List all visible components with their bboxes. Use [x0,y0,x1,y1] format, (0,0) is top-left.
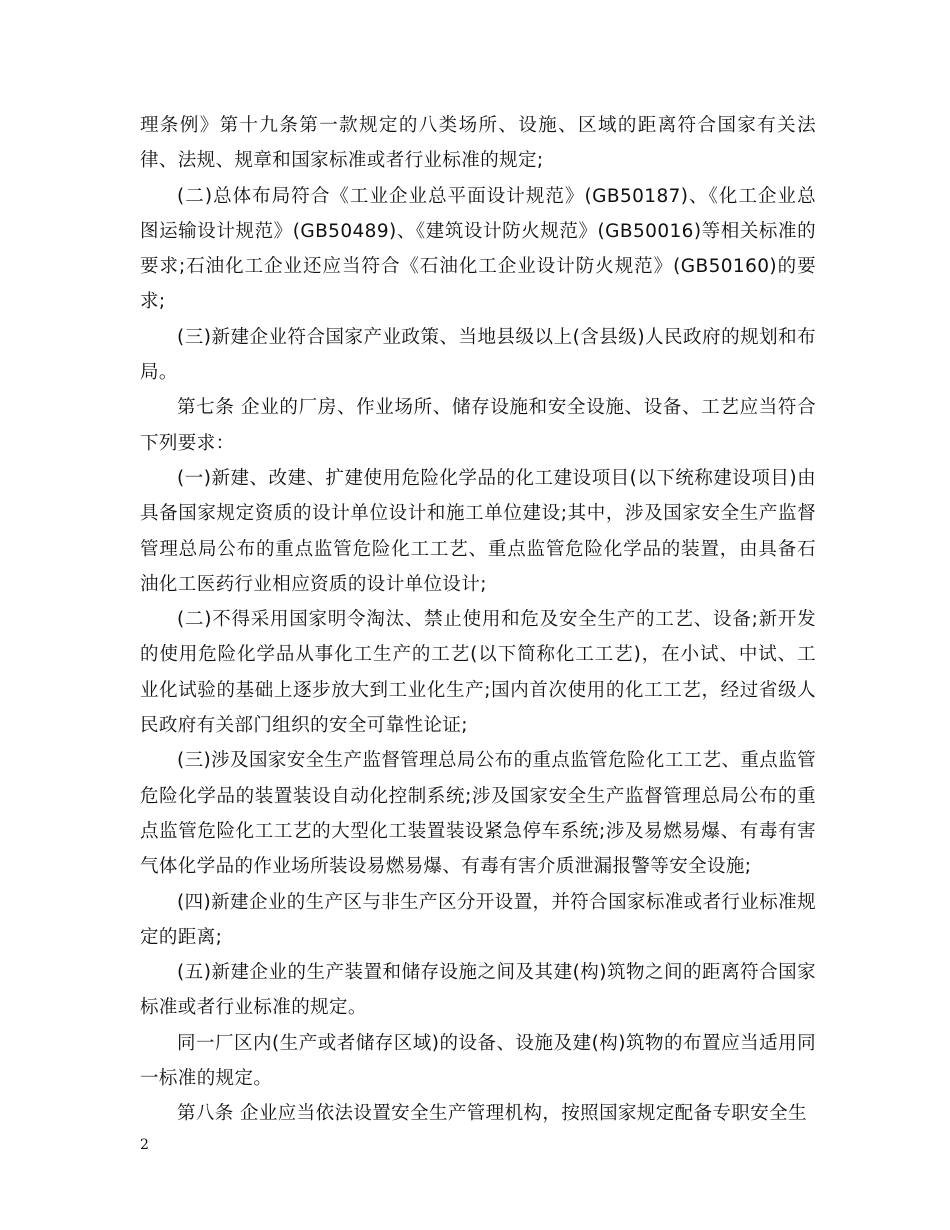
paragraph-article-7-item-3: (三)涉及国家安全生产监督管理总局公布的重点监管危险化工工艺、重点监管危险化学品的装置装设自动化控制系统;涉及国家安全生产监督管理总局公布的重点监管危险化工工艺的大型化工装置装设紧急停车系统;涉及易燃易爆、有毒有害气体化学品的作业场所装设易燃易爆、有毒有害介质泄漏报警等安全设施; [140,750,816,878]
paragraph-item-2-layout: (二)总体布局符合《工业企业总平面设计规范》(GB50187)、《化工企业总图运输设计规范》(GB50489)、《建筑设计防火规范》(GB50016)等相关标准的要求;石油化工企业还应当符合《石油化工企业设计防火规范》(GB50160)的要求; [140,185,816,313]
paragraph-continuation-regulations: 理条例》第十九条第一款规定的八类场所、设施、区域的距离符合国家有关法律、法规、规章和国家标准或者行业标准的规定; [140,115,816,172]
paragraph-article-7: 第七条 企业的厂房、作业场所、储存设施和安全设施、设备、工艺应当符合下列要求： [140,397,816,454]
paragraph-article-7-item-2: (二)不得采用国家明令淘汰、禁止使用和危及安全生产的工艺、设备;新开发的使用危险化学品从事化工生产的工艺(以下简称化工工艺)，在小试、中试、工业化试验的基础上逐步放大到工业化生产;国内首次使用的化工工艺，经过省级人民政府有关部门组织的安全可靠性论证; [140,609,816,737]
paragraph-article-8: 第八条 企业应当依法设置安全生产管理机构，按照国家规定配备专职安全生 [177,1103,807,1125]
document-body [140,108,816,1132]
paragraph-article-7-item-1: (一)新建、改建、扩建使用危险化学品的化工建设项目(以下统称建设项目)由具备国家规定资质的设计单位设计和施工单位建设;其中，涉及国家安全生产监督管理总局公布的重点监管危险化工工艺、重点监管危险化学品的装置，由具备石油化工医药行业相应资质的设计单位设计; [140,467,816,595]
page-number: 2 [140,1137,149,1153]
paragraph-article-7-item-4: (四)新建企业的生产区与非生产区分开设置，并符合国家标准或者行业标准规定的距离; [140,891,816,948]
paragraph-same-plant-rule: 同一厂区内(生产或者储存区域)的设备、设施及建(构)筑物的布置应当适用同一标准的规定。 [140,1032,816,1090]
paragraph-item-3-new-enterprise: (三)新建企业符合国家产业政策、当地县级以上(含县级)人民政府的规划和布局。 [140,326,816,384]
paragraph-article-7-item-5: (五)新建企业的生产装置和储存设施之间及其建(构)筑物之间的距离符合国家标准或者行业标准的规定。 [140,962,816,1019]
